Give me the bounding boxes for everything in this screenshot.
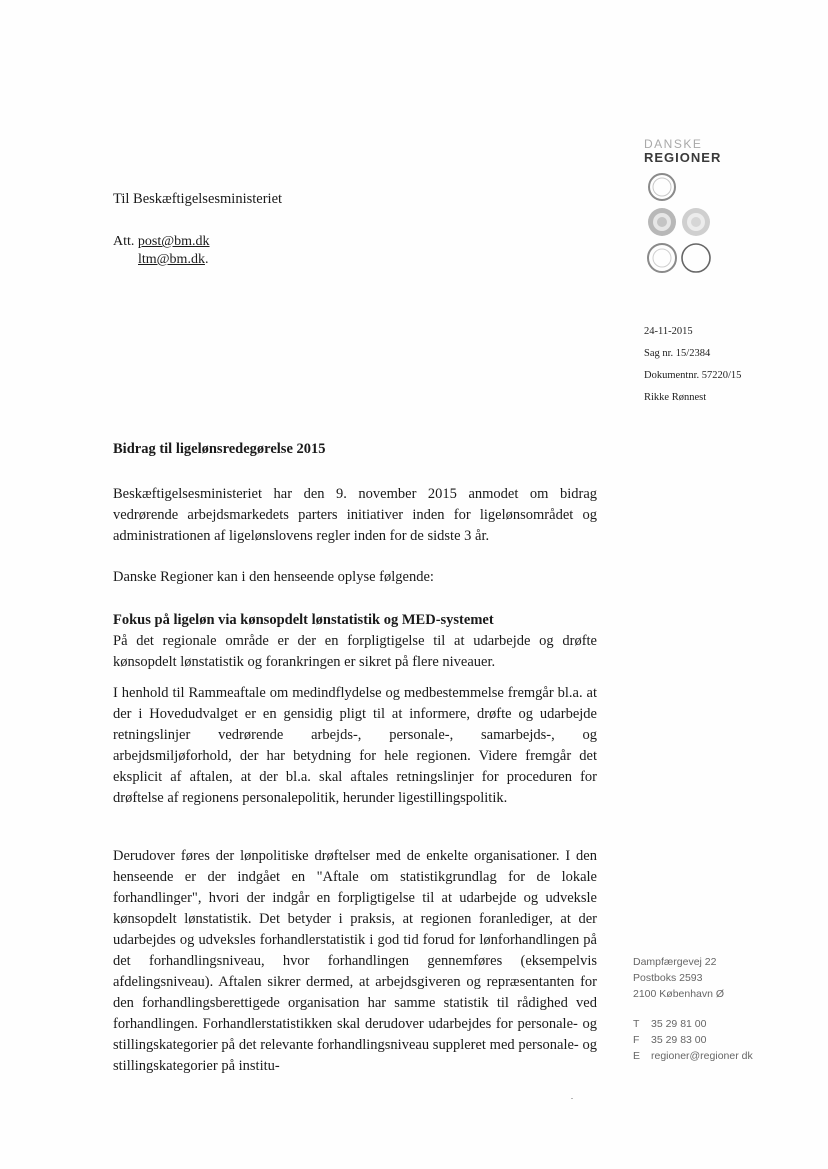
fax-number: 35 29 83 00	[651, 1034, 707, 1046]
scan-speck	[571, 1098, 573, 1099]
paragraph-framework-agreement: I henhold til Rammeaftale om medindflydelse og medbestemmelse fremgår bl.a. at der i Hovedudvalget er en gensidig pligt til at informere, drøfte og udarbejde retningslinjer vedrørende arbejds-, personale-, samarbejds-, og arbejdsmiljøforhold, der har betydning for hele regionen. Videre fremgår det eksplicit af aftalen, at der bl.a. skal aftales retningslinjer for proceduren for drøftelse af regionens personalepolitik, herunder ligestillingspolitik.	[113, 685, 597, 806]
recipient-line: Til Beskæftigelsesministeriet	[113, 191, 283, 207]
email-link-post[interactable]: post@bm.dk	[137, 234, 210, 249]
contact-footer	[633, 954, 753, 1064]
phone-number: 35 29 81 00	[651, 1018, 707, 1030]
section-med-system	[113, 610, 597, 673]
email-label: E	[633, 1050, 641, 1062]
section-heading: Fokus på ligeløn via kønsopdelt lønstatistik og MED-systemet	[113, 612, 494, 628]
meta-case-number: Sag nr. 15/2384	[644, 348, 711, 359]
fax-label: F	[633, 1034, 640, 1046]
paragraph-request: Beskæftigelsesministeriet har den 9. november 2015 anmodet om bidrag vedrørende arbejdsmarkedets parters initiativer inden for ligelønsområdet og administrationen af ligelønslovens regler inden for de sidste 3 år.	[113, 486, 597, 544]
email-link-ltm[interactable]: ltm@bm.dk	[138, 252, 205, 267]
attention-block	[113, 233, 210, 269]
document-meta	[644, 321, 741, 409]
danske-regioner-logo-icon	[641, 170, 721, 280]
paragraph-wage-negotiations: Derudover føres der lønpolitiske drøftelser med de enkelte organisationer. I den henseende er der indgået en "Aftale om statistikgrundlag for de lokale forhandlinger", hvori der indgår en forpligtigelse til at udarbejde og udveksle kønsopdelt lønstatistik. Det betyder i praksis, at regionen foranlediger, at der udarbejdes og udveksles forhandlerstatistik i god tid forud for lønforhandlingen på det forhandlingsniveau, hvor forhandlingen gennemføres (eksempelvis afdelingsniveau). Aftalen sikrer dermed, at arbejdsgiveren og repræsentanten for den forhandlingsberettigede organisation har samme statistik til rådighed ved forhandlingen. Forhandlerstatistikken skal derudover udarbejdes for personale- og stillingskategorier på det relevante forhandlingsniveau suppleret med personale- og stillingskategorier på institu-	[113, 848, 597, 1074]
email-suffix: .	[204, 252, 209, 267]
logo-line-regioner: REGIONER	[644, 150, 722, 165]
address-street: Dampfærgevej 22	[633, 956, 717, 968]
contact-phone	[633, 1016, 753, 1032]
meta-document-number: Dokumentnr. 57220/15	[644, 370, 742, 381]
address-postbox: Postboks 2593	[633, 972, 703, 984]
meta-date: 24-11-2015	[644, 326, 693, 337]
att-label: Att.	[113, 234, 135, 249]
phone-label: T	[633, 1018, 640, 1030]
paragraph-obligation: På det regionale område er der en forpligtigelse til at udarbejde og drøfte kønsopdelt lønstatistik og forankringen er sikret på flere niveauer.	[113, 633, 597, 670]
contact-email	[633, 1048, 753, 1064]
logo-wordmark	[644, 137, 721, 165]
paragraph-intro: Danske Regioner kan i den henseende oplyse følgende:	[113, 569, 434, 585]
logo-line-danske: DANSKE	[644, 137, 703, 151]
address-city: 2100 København Ø	[633, 988, 725, 1000]
contact-fax	[633, 1032, 753, 1048]
meta-author: Rikke Rønnest	[644, 392, 707, 403]
email-address: regioner@regioner dk	[651, 1050, 753, 1062]
subject-heading: Bidrag til ligelønsredegørelse 2015	[113, 441, 326, 457]
